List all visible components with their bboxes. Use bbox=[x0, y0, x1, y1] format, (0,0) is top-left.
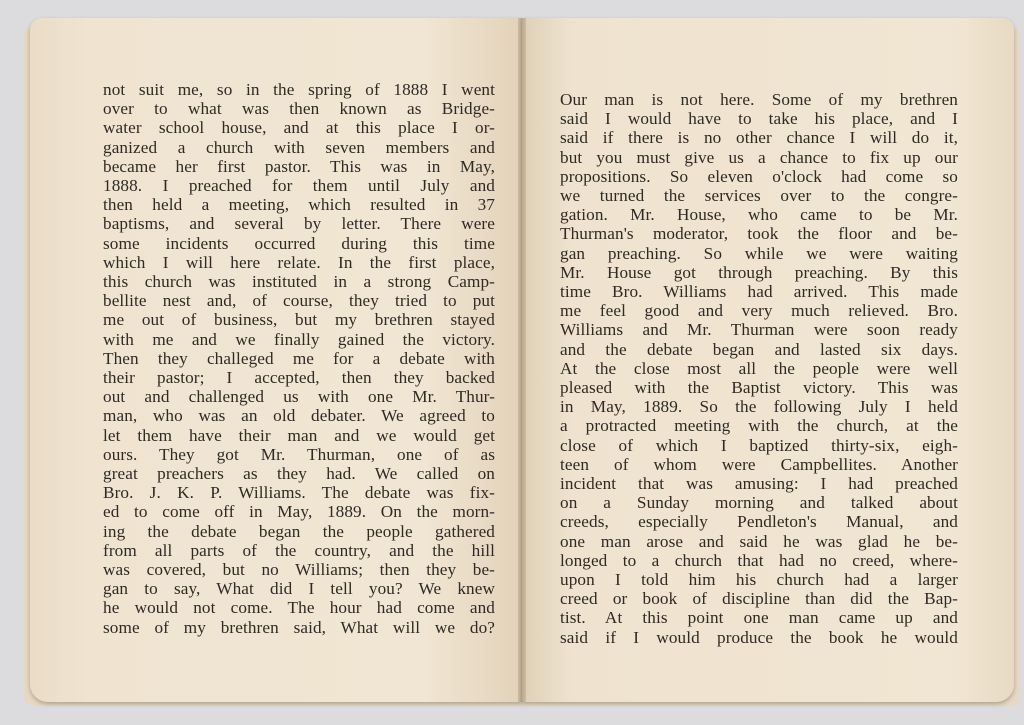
text-line: some incidents occurred during this time bbox=[103, 233, 495, 253]
book-gutter bbox=[518, 18, 526, 702]
text-line: he would not come. The hour had come and bbox=[103, 598, 495, 618]
text-line: Mr. House got through preaching. By this bbox=[560, 262, 958, 282]
text-line: and the debate began and lasted six days. bbox=[560, 339, 958, 359]
text-line: upon I told him his church had a larger bbox=[560, 570, 958, 590]
text-line: water school house, and at this place I or- bbox=[103, 118, 495, 138]
right-page-text bbox=[560, 90, 958, 647]
text-line: out and challenged us with one Mr. Thur- bbox=[103, 387, 495, 407]
text-line: time Bro. Williams had arrived. This made bbox=[560, 282, 958, 302]
text-line: bellite nest and, of course, they tried to put bbox=[103, 291, 495, 311]
text-line: propositions. So eleven o'clock had come so bbox=[560, 166, 958, 186]
text-line: ganized a church with seven members and bbox=[103, 137, 495, 157]
text-line: Williams and Mr. Thurman were soon ready bbox=[560, 320, 958, 340]
text-line: close of which I baptized thirty-six, eigh- bbox=[560, 435, 958, 455]
text-line: me out of business, but my brethren stayed bbox=[103, 310, 495, 330]
text-line: gan to say, What did I tell you? We knew bbox=[103, 579, 495, 599]
text-line: 1888. I preached for them until July and bbox=[103, 176, 495, 196]
text-line: ours. They got Mr. Thurman, one of as bbox=[103, 444, 495, 464]
text-line: incident that was amusing: I had preached bbox=[560, 474, 958, 494]
text-line: ed to come off in May, 1889. On the morn- bbox=[103, 502, 495, 522]
text-line: but you must give us a chance to fix up our bbox=[560, 147, 958, 167]
text-line: ing the debate began the people gathered bbox=[103, 521, 495, 541]
text-line: pleased with the Baptist victory. This was bbox=[560, 378, 958, 398]
text-line: longed to a church that had no creed, where- bbox=[560, 550, 958, 570]
text-line: with me and we finally gained the victory. bbox=[103, 329, 495, 349]
text-line: we turned the services over to the congre- bbox=[560, 186, 958, 206]
text-line: Bro. J. K. P. Williams. The debate was fix- bbox=[103, 483, 495, 503]
text-line: gan preaching. So while we were waiting bbox=[560, 243, 958, 263]
text-line: a protracted meeting with the church, at the bbox=[560, 416, 958, 436]
right-page bbox=[522, 18, 1014, 702]
text-line: then held a meeting, which resulted in 37 bbox=[103, 195, 495, 215]
open-booklet bbox=[30, 18, 1014, 702]
text-line: one man arose and said he was glad he be- bbox=[560, 531, 958, 551]
text-line: from all parts of the country, and the hill bbox=[103, 540, 495, 560]
text-line: man, who was an old debater. We agreed to bbox=[103, 406, 495, 426]
text-line: not suit me, so in the spring of 1888 I went bbox=[103, 80, 495, 99]
left-page-text bbox=[103, 80, 495, 637]
text-line: their pastor; I accepted, then they backed bbox=[103, 368, 495, 388]
text-line: great preachers as they had. We called on bbox=[103, 464, 495, 484]
text-line: me feel good and very much relieved. Bro. bbox=[560, 301, 958, 321]
text-line: in May, 1889. So the following July I held bbox=[560, 397, 958, 417]
text-line: At the close most all the people were well bbox=[560, 358, 958, 378]
text-line: let them have their man and we would get bbox=[103, 425, 495, 445]
text-line: said I would have to take his place, and I bbox=[560, 109, 958, 129]
text-line: baptisms, and several by letter. There were bbox=[103, 214, 495, 234]
text-line: creed or book of discipline than did the Bap- bbox=[560, 589, 958, 609]
text-line: became her first pastor. This was in May, bbox=[103, 156, 495, 176]
text-line: creeds, especially Pendleton's Manual, and bbox=[560, 512, 958, 532]
left-page bbox=[30, 18, 522, 702]
text-line: was covered, but no Williams; then they be- bbox=[103, 560, 495, 580]
text-line: said if I would produce the book he would bbox=[560, 627, 958, 647]
text-line: this church was instituted in a strong Camp- bbox=[103, 272, 495, 292]
text-line: Then they challeged me for a debate with bbox=[103, 348, 495, 368]
text-line: some of my brethren said, What will we do? bbox=[103, 617, 495, 637]
text-line: Thurman's moderator, took the floor and be- bbox=[560, 224, 958, 244]
text-line: tist. At this point one man came up and bbox=[560, 608, 958, 628]
text-line: on a Sunday morning and talked about bbox=[560, 493, 958, 513]
text-line: which I will here relate. In the first place, bbox=[103, 252, 495, 272]
text-line: Our man is not here. Some of my brethren bbox=[560, 90, 958, 109]
text-line: teen of whom were Campbellites. Another bbox=[560, 454, 958, 474]
text-line: gation. Mr. House, who came to be Mr. bbox=[560, 205, 958, 225]
text-line: over to what was then known as Bridge- bbox=[103, 99, 495, 119]
text-line: said if there is no other chance I will do it, bbox=[560, 128, 958, 148]
